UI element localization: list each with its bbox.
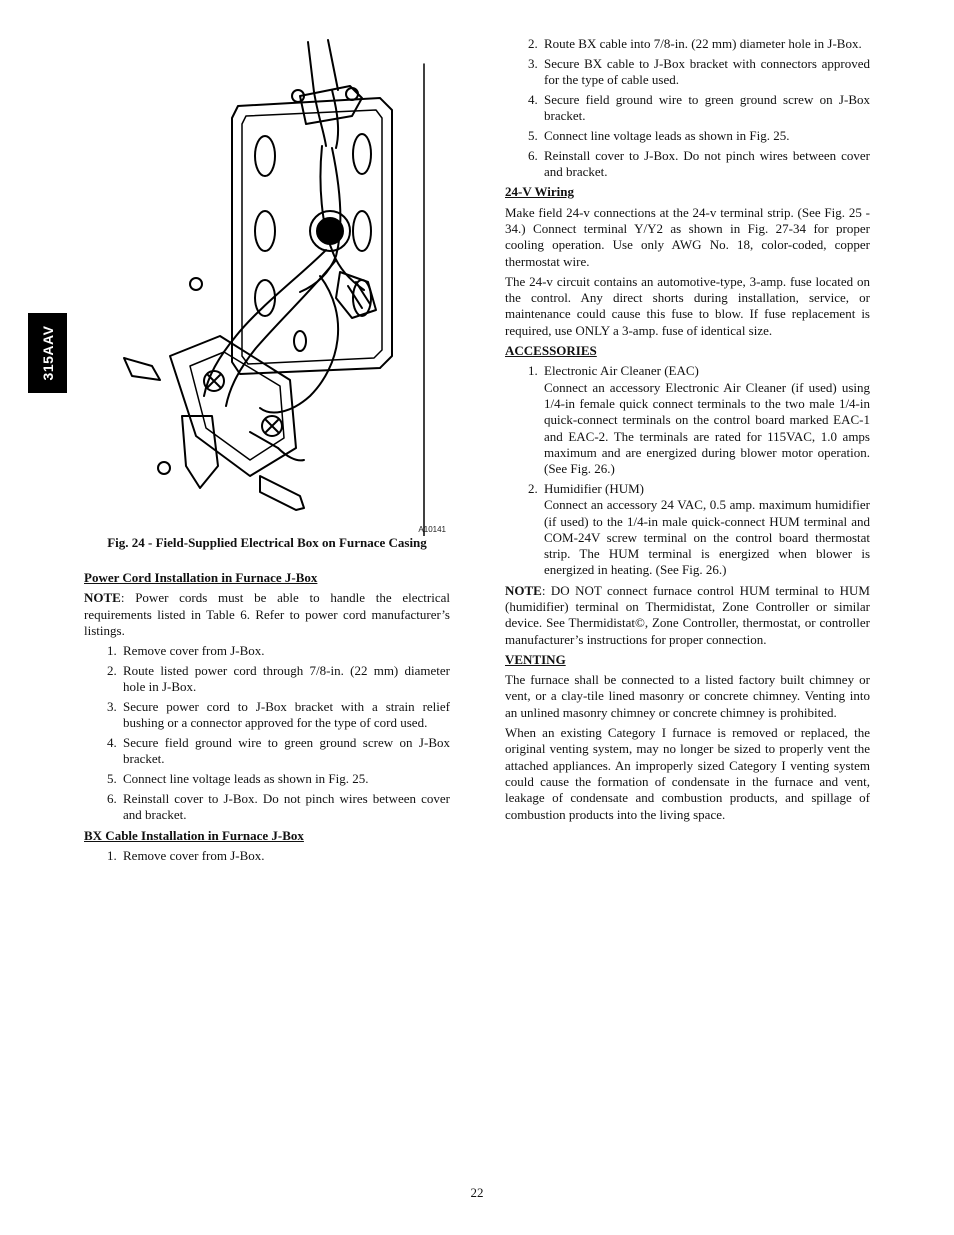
list-item — [84, 735, 450, 768]
step-number: 4. — [528, 91, 538, 107]
step-text: Remove cover from J-Box. — [123, 847, 265, 863]
list-item — [505, 92, 870, 125]
page-number: 22 — [470, 1185, 484, 1200]
left-column — [84, 570, 450, 868]
right-column — [505, 36, 870, 827]
step-text: Route listed power cord through 7/8-in. (22 mm) diameter hole in J-Box. — [123, 662, 450, 695]
step-text: Connect line voltage leads as shown in Fig. 25. — [123, 771, 369, 787]
list-item — [505, 56, 870, 89]
step-number: 4. — [107, 735, 117, 751]
model-label: 315AAV — [39, 325, 56, 381]
bx-cable-steps-continued — [505, 36, 870, 180]
note-text: : DO NOT connect furnace control HUM terminal to HUM (humidifier) terminal on Thermidistat, Zone Controller or similar device. See Thermidistat©, Zone Controller, thermostat, or controller manufacturer’s instructions for proper connection. — [505, 582, 870, 647]
accessories-note — [505, 583, 870, 648]
item-title: Humidifier (HUM) — [544, 480, 645, 496]
venting-paragraph-1: The furnace shall be connected to a listed factory built chimney or vent, or a clay-tile lined masonry or concrete chimney. Venting into an unlined masonry chimney or concrete chimney is prohibited. — [505, 672, 870, 720]
item-text: Connect an accessory Electronic Air Cleaner (if used) using 1/4-in female quick connect terminals to the two male 1/4-in quick-connect terminals on the control board marked EAC-1 and EAC-2. The terminals are rated for 115VAC, 1.0 amps maximum and are energized during blower motor operation. (See Fig. 26.) — [544, 379, 870, 477]
power-cord-note — [84, 590, 450, 639]
step-text: Reinstall cover to J-Box. Do not pinch wires between cover and bracket. — [544, 147, 870, 180]
item-text: Connect an accessory 24 VAC, 0.5 amp. maximum humidifier (if used) to the 1/4-in male quick-connect HUM terminal and COM-24V screw terminal on the control board thermostat strip. The HUM terminal is energized when blower is energized in heating. (See Fig. 26.) — [544, 497, 870, 578]
list-item — [84, 848, 450, 864]
step-number: 2. — [107, 662, 117, 678]
item-title: Electronic Air Cleaner (EAC) — [544, 363, 699, 379]
list-item — [84, 699, 450, 732]
list-item — [84, 771, 450, 787]
note-text: : Power cords must be able to handle the electrical requirements listed in Table 6. Refer to power cord manufacturer’s listings. — [84, 590, 450, 638]
wiring-24v-paragraph-1: Make field 24-v connections at the 24-v terminal strip. (See Fig. 25 - 34.) Connect terminal Y/Y2 as shown in Fig. 27-34 for proper cooling operation. Use only AWG No. 18, color-coded, copper thermostat wire. — [505, 204, 870, 269]
jbox-illustration — [100, 36, 450, 536]
step-text: Secure power cord to J-Box bracket with a strain relief bushing or a connector approved for the type of cord used. — [123, 699, 450, 731]
wiring-24v-paragraph-2: The 24-v circuit contains an automotive-type, 3-amp. fuse located on the control. Any direct shorts during installation, service, or maintenance could cause this fuse to blow. If fuse replacement is required, use ONLY a 3-amp. fuse of identical size. — [505, 273, 870, 338]
power-cord-steps — [84, 643, 450, 823]
step-number: 6. — [107, 791, 117, 807]
step-text: Secure field ground wire to green ground screw on J-Box bracket. — [544, 91, 870, 124]
model-side-tab — [28, 313, 67, 393]
step-text: Remove cover from J-Box. — [123, 643, 265, 659]
list-item — [84, 663, 450, 696]
accessories-heading: ACCESSORIES — [505, 343, 597, 359]
list-item — [84, 791, 450, 824]
step-text: Route BX cable into 7/8-in. (22 mm) diameter hole in J-Box. — [544, 36, 862, 51]
step-number: 3. — [107, 699, 117, 715]
step-number: 3. — [528, 55, 538, 71]
figure-id-code: A10141 — [418, 525, 446, 534]
step-text: Secure BX cable to J-Box bracket with connectors approved for the type of cable used. — [544, 55, 870, 88]
note-label: NOTE — [505, 582, 542, 598]
step-number: 2. — [528, 36, 538, 51]
list-item — [84, 643, 450, 659]
accessories-list — [505, 363, 870, 578]
step-number: 1. — [107, 643, 117, 659]
step-number: 1. — [107, 847, 117, 863]
bx-cable-steps — [84, 848, 450, 864]
list-item — [505, 148, 870, 181]
list-item — [505, 481, 870, 579]
wiring-24v-heading: 24-V Wiring — [505, 184, 574, 200]
step-text: Secure field ground wire to green ground screw on J-Box bracket. — [123, 735, 450, 767]
figure-24 — [100, 36, 450, 536]
step-number: 6. — [528, 147, 538, 163]
item-number: 1. — [528, 363, 538, 379]
step-number: 5. — [528, 127, 538, 143]
power-cord-heading: Power Cord Installation in Furnace J-Box — [84, 570, 318, 585]
venting-paragraph-2: When an existing Category I furnace is removed or replaced, the original venting system, may no longer be sized to properly vent the attached appliances. An improperly sized Category I venting system could cause the formation of condensate in the furnace and vent, leakage of condensate and combustion products, and spillage of combustion products into the living space. — [505, 725, 870, 822]
item-number: 2. — [528, 480, 538, 496]
list-item — [505, 128, 870, 144]
list-item — [505, 36, 870, 52]
note-label: NOTE — [84, 590, 121, 606]
step-number: 5. — [107, 771, 117, 787]
venting-heading: VENTING — [505, 651, 566, 667]
list-item — [505, 363, 870, 477]
bx-cable-heading: BX Cable Installation in Furnace J-Box — [84, 827, 304, 843]
step-text: Connect line voltage leads as shown in Fig. 25. — [544, 127, 790, 143]
step-text: Reinstall cover to J-Box. Do not pinch wires between cover and bracket. — [123, 791, 450, 823]
figure-caption: Fig. 24 - Field-Supplied Electrical Box on Furnace Casing — [107, 535, 427, 550]
